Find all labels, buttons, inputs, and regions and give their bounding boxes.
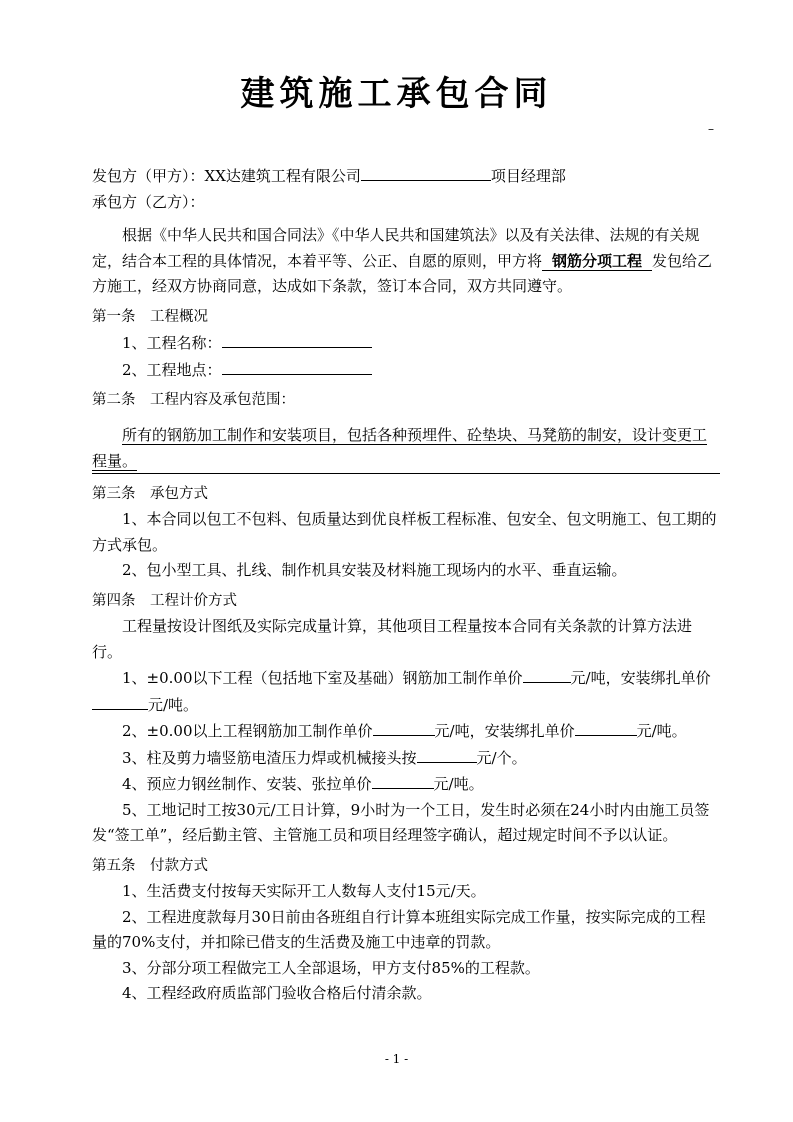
party-b-line: 承包方（乙方）： xyxy=(92,192,205,211)
intro-paragraph xyxy=(92,223,720,300)
article-4-heading: 第四条 工程计价方式 xyxy=(92,592,237,609)
item-1-text-c: 元/吨。 xyxy=(148,695,199,714)
item-1-text-a: 1、±0.00以下工程（包括地下室及基础）钢筋加工制作单价 xyxy=(122,669,523,687)
intro-text-before: 根据《中华人民共和国合同法》《中华人民共和国建筑法》以及有关法律、法规的有关规定，结合本工程的具体情况，本着平等、公正、自愿的原则，甲方将 xyxy=(92,226,700,270)
item-2-text-c: 元/吨。 xyxy=(636,722,687,740)
project-site-line xyxy=(92,357,720,384)
article-5-item-2: 2、工程进度款每月30日前由各班组自行计算本班组实际完成工作量，按实际完成的工程量的70%支付，并扣除已借支的生活费及施工中违章的罚款。 xyxy=(92,907,706,951)
item-4-text-a: 4、预应力钢丝制作、安装、张拉单价 xyxy=(122,775,372,793)
item-2-text-b: 元/吨，安装绑扎单价 xyxy=(434,722,575,740)
article-1-heading: 第一条 工程概况 xyxy=(92,308,208,325)
corner-mark: – xyxy=(708,122,714,136)
item-3-text-b: 元/个。 xyxy=(476,748,527,767)
intro-text-after: 发包给乙方施工，经双方协商同意，达成如下条款，签订本合同，双方共同遵守。 xyxy=(92,251,713,295)
item-2-blank-2 xyxy=(575,718,637,736)
scope-rule xyxy=(92,473,720,474)
article-5-item-4: 4、工程经政府质监部门验收合格后付清余款。 xyxy=(122,984,432,1002)
article-3-item-1: 1、本合同以包工不包料、包质量达到优良样板工程标准、包安全、包文明施工、包工期的方式承包。 xyxy=(92,510,717,554)
project-name-blank xyxy=(222,330,372,348)
item-2-text-a: 2、±0.00以上工程钢筋加工制作单价 xyxy=(122,722,373,740)
article-3-heading: 第三条 承包方式 xyxy=(92,485,208,502)
article-5-item-1: 1、生活费支付按每天实际开工人数每人支付15元/天。 xyxy=(122,882,486,900)
article-4-intro: 工程量按设计图纸及实际完成量计算，其他项目工程量按本合同有关条款的计算方法进行。 xyxy=(92,617,693,661)
article-4-item-2 xyxy=(92,718,720,745)
item-3-text-a: 3、柱及剪力墙竖筋电渣压力焊或机械接头按 xyxy=(122,748,417,767)
item-1-blank-2 xyxy=(92,692,148,710)
item-2-blank-1 xyxy=(373,718,435,736)
project-name-underlined: 钢筋分项工程 xyxy=(542,252,652,271)
party-a-name: XX达建筑工程有限公司 xyxy=(204,167,361,185)
article-2-heading: 第二条 工程内容及承包范围： xyxy=(92,392,295,408)
item-1-text-b: 元/吨，安装绑扎单价 xyxy=(570,669,711,687)
article-4-item-4 xyxy=(92,771,720,798)
article-5-item-3: 3、分部分项工程做完工人全部退场，甲方支付85%的工程款。 xyxy=(122,958,540,977)
project-site-label: 2、工程地点： xyxy=(122,360,222,379)
document-title: 建筑施工承包合同 xyxy=(240,74,553,114)
party-a-dept: 项目经理部 xyxy=(490,167,566,185)
project-site-blank xyxy=(222,357,372,375)
scope-text xyxy=(92,422,720,474)
project-name-line xyxy=(92,330,720,357)
party-a-label: 发包方（甲方）： xyxy=(92,167,205,185)
page-number: - 1 - xyxy=(384,1052,409,1066)
party-a-line xyxy=(92,163,720,190)
item-4-blank xyxy=(372,771,434,789)
article-4-item-1 xyxy=(92,665,720,718)
project-name-label: 1、工程名称： xyxy=(122,334,222,352)
scope-text-underlined: 所有的钢筋加工制作和安装项目，包括各种预埋件、砼垫块、马凳筋的制安，设计变更工程量。 xyxy=(92,425,708,470)
contract-body xyxy=(92,163,720,1007)
article-4-item-3 xyxy=(92,745,720,772)
item-4-text-b: 元/吨。 xyxy=(433,775,484,793)
article-3-item-2: 2、包小型工具、扎线、制作机具安装及材料施工现场内的水平、垂直运输。 xyxy=(122,561,627,579)
article-4-item-5: 5、工地记时工按30元/工日计算，9小时为一个工日，发生时必须在24小时内由施工员签发“签工单”，经后勤主管、主管施工员和项目经理签字确认，超过规定时间不予以认证。 xyxy=(92,800,710,844)
item-3-blank xyxy=(417,745,477,763)
item-1-blank-1 xyxy=(523,665,571,683)
article-5-heading: 第五条 付款方式 xyxy=(92,857,208,874)
party-a-blank xyxy=(361,163,491,181)
